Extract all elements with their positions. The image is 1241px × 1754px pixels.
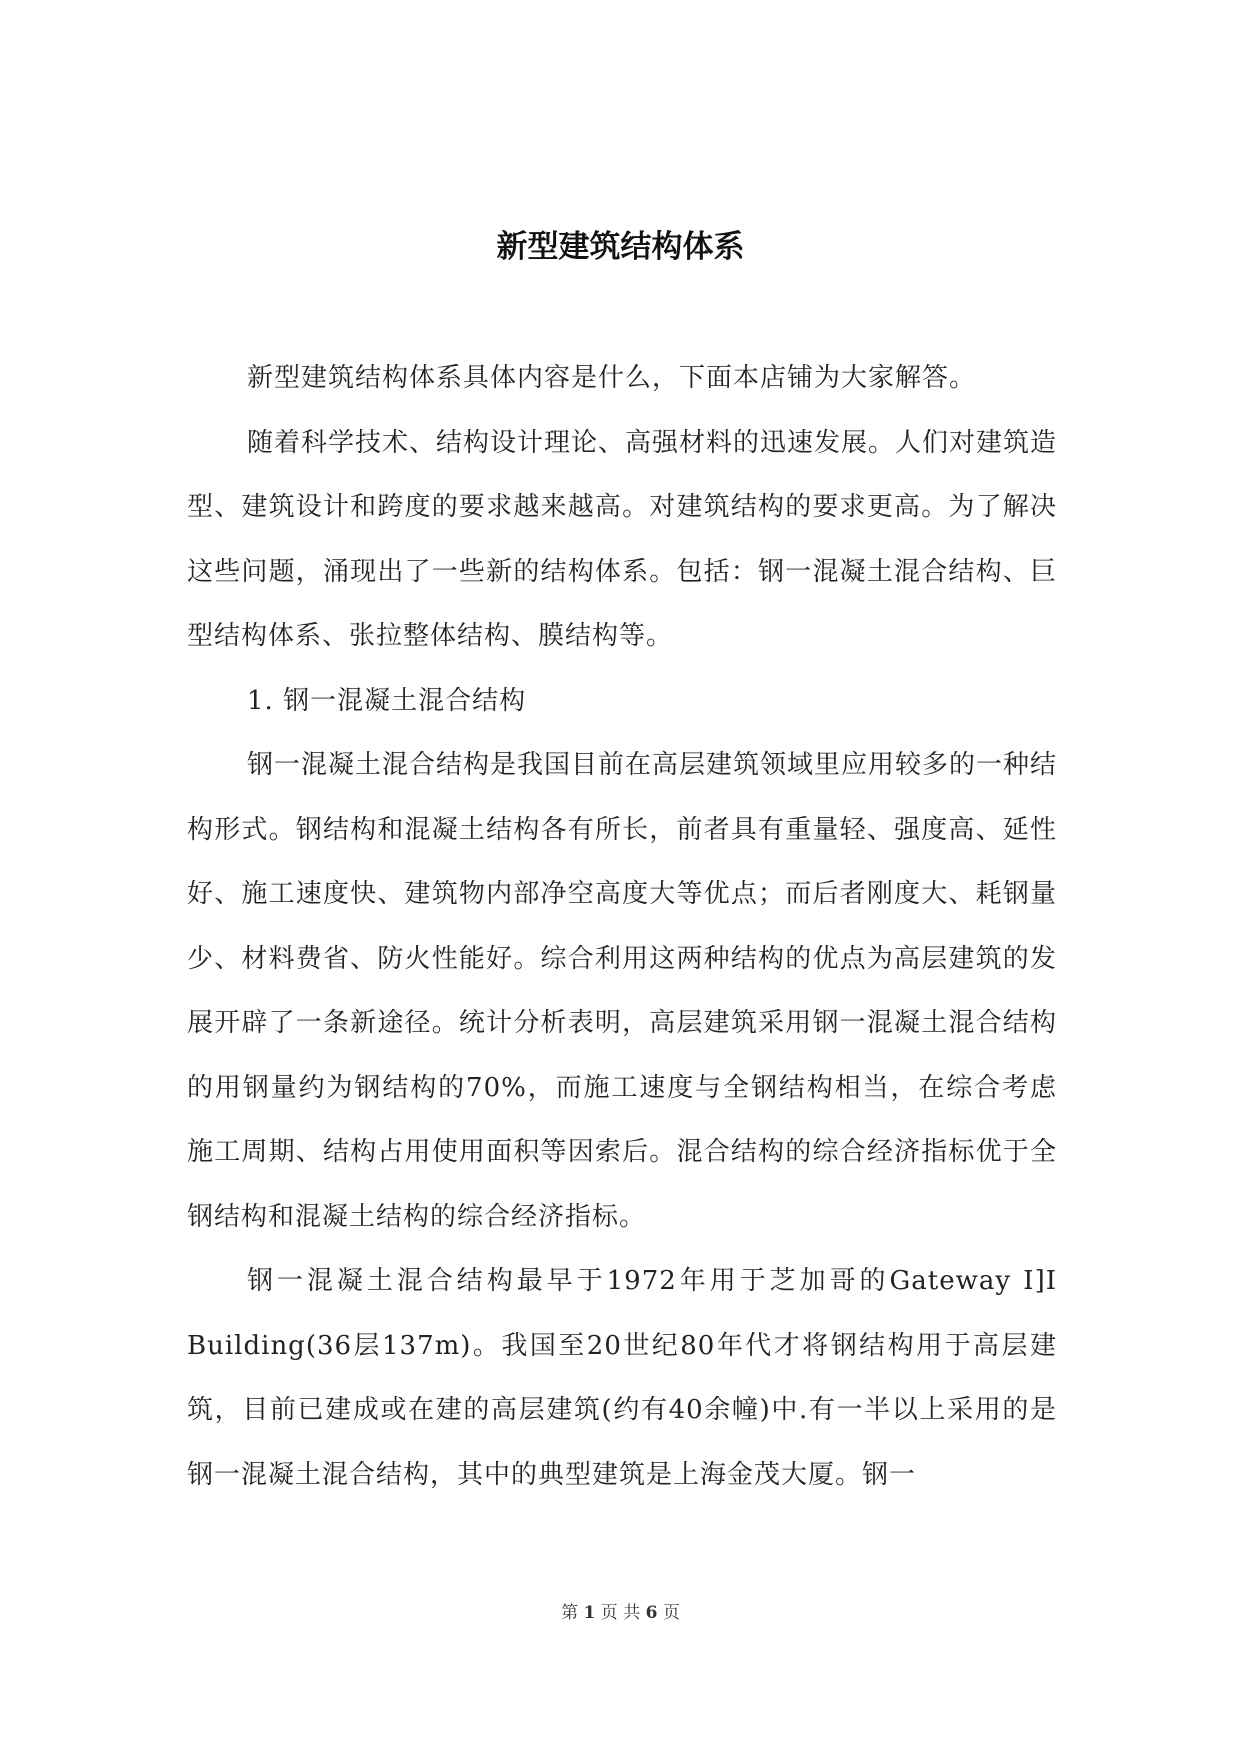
footer-suffix: 页 [662, 1603, 680, 1623]
paragraph-composite-structure: 钢一混凝土混合结构是我国目前在高层建筑领域里应用较多的一种结构形式。钢结构和混凝土结构各有所长，前者具有重量轻、强度高、延性好、施工速度快、建筑物内部净空高度大等优点；而后者刚度大、耗钢量少、材料费省、防火性能好。综合利用这两种结构的优点为高层建筑的发展开辟了一条新途径。统计分析表明，高层建筑采用钢一混凝土混合结构的用钢量约为钢结构的70%，而施工速度与全钢结构相当，在综合考虑施工周期、结构占用使用面积等因索后。混合结构的综合经济指标优于全钢结构和混凝土结构的综合经济指标。 [187, 750, 1058, 1232]
footer-middle: 页 共 [600, 1603, 641, 1623]
total-page-number: 6 [645, 1603, 658, 1623]
page-footer [0, 1598, 1241, 1623]
paragraph-intro: 新型建筑结构体系具体内容是什么，下面本店铺为大家解答。 [247, 363, 977, 393]
section-heading: 1. 钢一混凝土混合结构 [247, 685, 527, 716]
footer-prefix: 第 [561, 1603, 579, 1623]
current-page-number: 1 [583, 1603, 596, 1623]
page-title: 新型建筑结构体系 [496, 229, 745, 265]
paragraph-background: 随着科学技术、结构设计理论、高强材料的迅速发展。人们对建筑造型、建筑设计和跨度的要求越来越高。对建筑结构的要求更高。为了解决这些问题，涌现出了一些新的结构体系。包括：钢一混凝土混合结构、巨型结构体系、张拉整体结构、膜结构等。 [187, 427, 1058, 651]
document-body [187, 346, 1057, 1507]
paragraph-history: 钢一混凝土混合结构最早于1972年用于芝加哥的Gateway I]I Building(36层137m)。我国至20世纪80年代才将钢结构用于高层建筑，目前已建成或在建的高层建筑(约有40余幢)中.有一半以上采用的是钢一混凝土混合结构，其中的典型建筑是上海金茂大厦。钢一 [187, 1266, 1057, 1490]
